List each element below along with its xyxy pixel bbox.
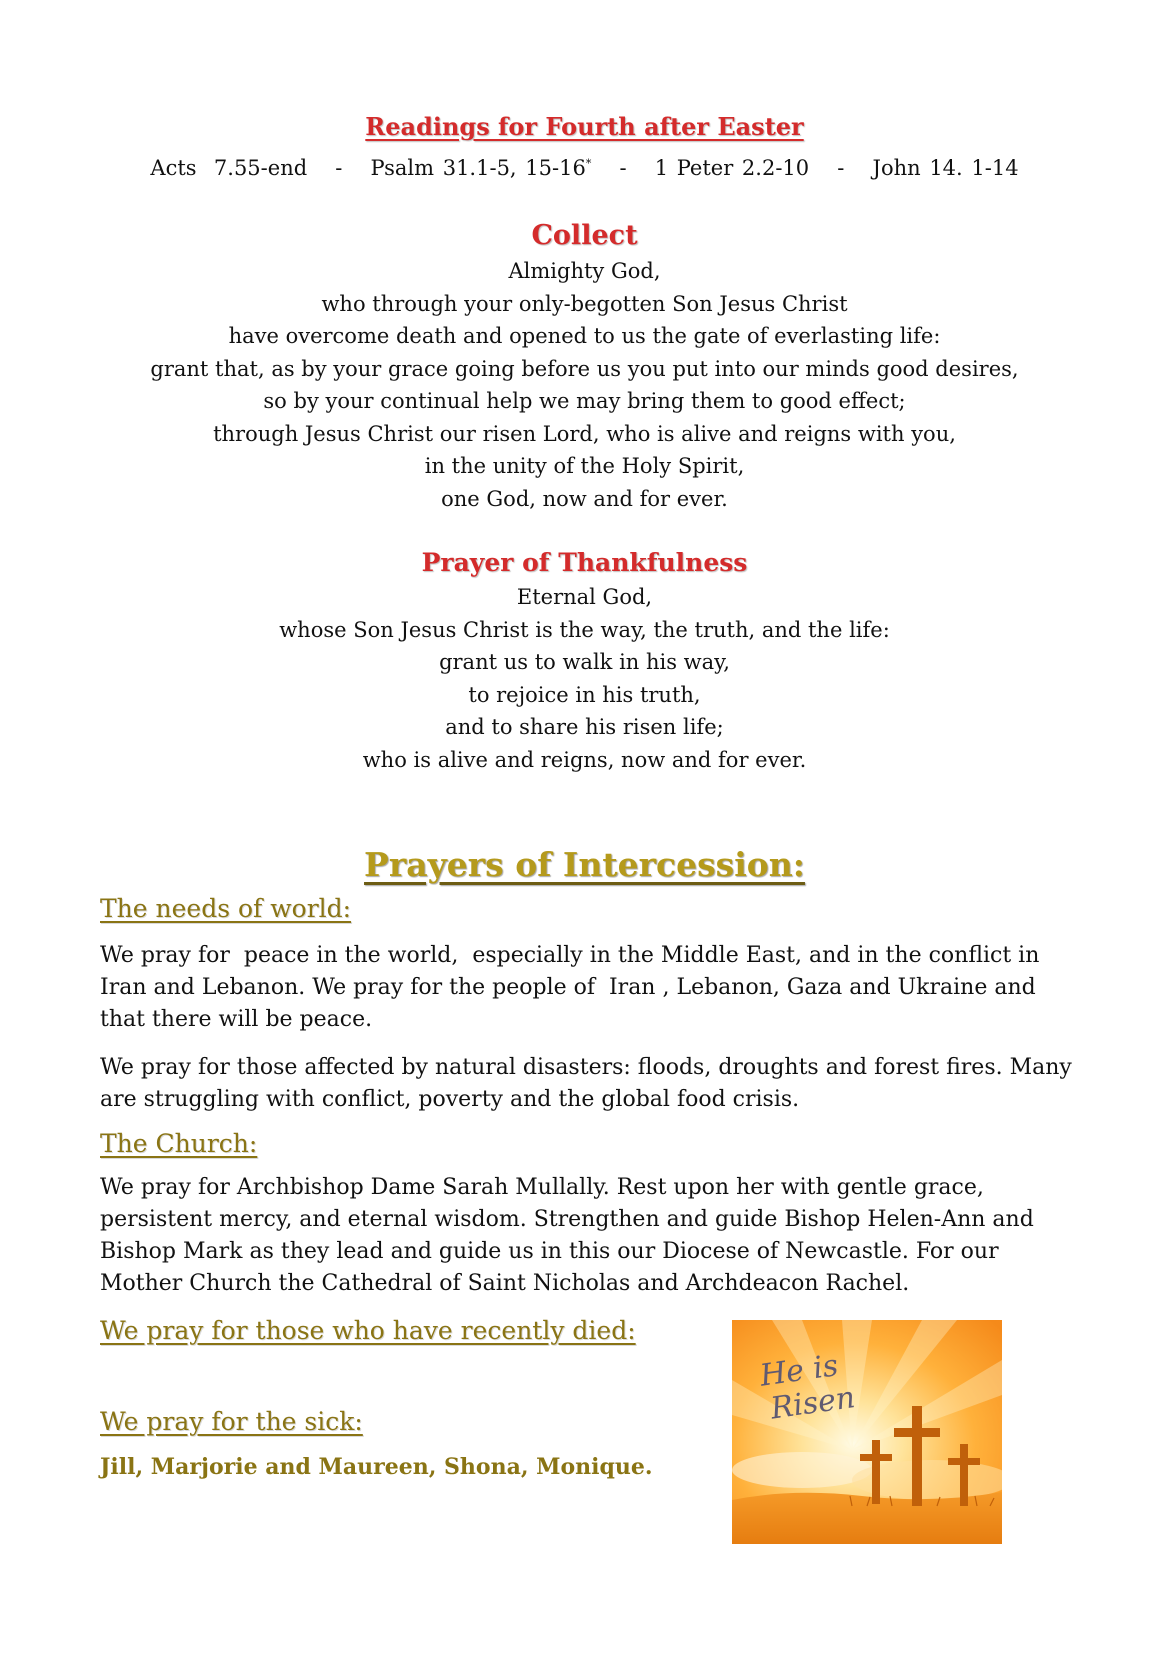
left-cross-bar [860,1454,892,1461]
reading-psalm [371,156,592,180]
world-paragraph-1: We pray for peace in the world, especially in the Middle East, and in the conflict in Iran and Lebanon. We pray for the people of Iran , Lebanon, Gaza and Ukraine and that there will be peace. [100,943,1047,1032]
right-cross-bar [948,1458,980,1465]
collect-body [0,255,1169,515]
world-heading: The needs of world: [100,894,352,923]
readings-title: Readings for Fourth after Easter [365,112,804,141]
collect-line: one God, now and for ever. [441,486,728,511]
reading-john: John 14. 1-14 [872,156,1019,180]
reading-separator: - [335,156,343,180]
thankfulness-line: to rejoice in his truth, [468,682,701,707]
intercession-title: Prayers of Intercession: [364,845,805,884]
collect-line: in the unity of the Holy Spirit, [424,454,745,478]
recently-died-heading: We pray for those who have recently died: [100,1316,636,1345]
church-heading: The Church: [100,1129,258,1158]
caption-line-1: He is [757,1348,841,1394]
he-is-risen-image [732,1320,1002,1544]
world-paragraph-2: We pray for those affected by natural disasters: floods, droughts and forest fires. Many are struggling with conflict, poverty and the global food crisis. [100,1055,1072,1112]
crosses-sunset-illustration [732,1320,1002,1544]
thankfulness-line: and to share his risen life; [445,715,724,739]
thankfulness-line: who is alive and reigns, now and for ever. [362,747,807,772]
sick-heading: We pray for the sick: [100,1407,363,1436]
reading-separator: - [837,156,845,180]
thankfulness-line: grant us to walk in his way, [439,650,730,674]
reading-peter: 1 Peter 2.2-10 [654,156,810,180]
collect-title: Collect [531,220,638,251]
sick-names: Jill, Marjorie and Maureen, Shona, Monique. [100,1454,653,1480]
reading-psalm-mark: * [585,157,592,170]
collect-line: so by your continual help we may bring them to good effect; [263,389,906,413]
readings-list [0,150,1169,182]
center-cross-bar [894,1428,940,1437]
collect-line: have overcome death and opened to us the gate of everlasting life: [228,324,941,348]
thankfulness-title: Prayer of Thankfulness [421,548,748,577]
reading-acts: Acts 7.55-end [150,156,308,180]
he-is-risen-caption [758,1347,857,1427]
center-cross-stem [912,1406,922,1506]
reading-psalm-text: Psalm 31.1-5, 15-16 [370,156,586,180]
collect-line: who through your only-begotten Son Jesus Christ [321,291,848,316]
collect-line: through Jesus Christ our risen Lord, who is alive and reigns with you, [213,421,956,446]
reading-separator: - [619,156,627,180]
left-cross-stem [872,1440,880,1504]
thankfulness-line: Eternal God, [516,585,653,609]
right-cross-stem [960,1444,968,1506]
thankfulness-line: whose Son Jesus Christ is the way, the truth, and the life: [279,617,890,642]
church-paragraph: We pray for Archbishop Dame Sarah Mullally. Rest upon her with gentle grace, persistent mercy, and eternal wisdom. Strengthen and guide Bishop Helen-Ann and Bishop Mark as they lead and guide us in this our Diocese of Newcastle. For our Mother Church the Cathedral of Saint Nicholas and Archdeacon Rachel. [100,1175,1034,1296]
caption-line-2: Risen [768,1380,858,1427]
thankfulness-body [0,581,1169,776]
collect-line: grant that, as by your grace going before us you put into our minds good desires, [150,356,1019,381]
collect-line: Almighty God, [508,259,661,283]
